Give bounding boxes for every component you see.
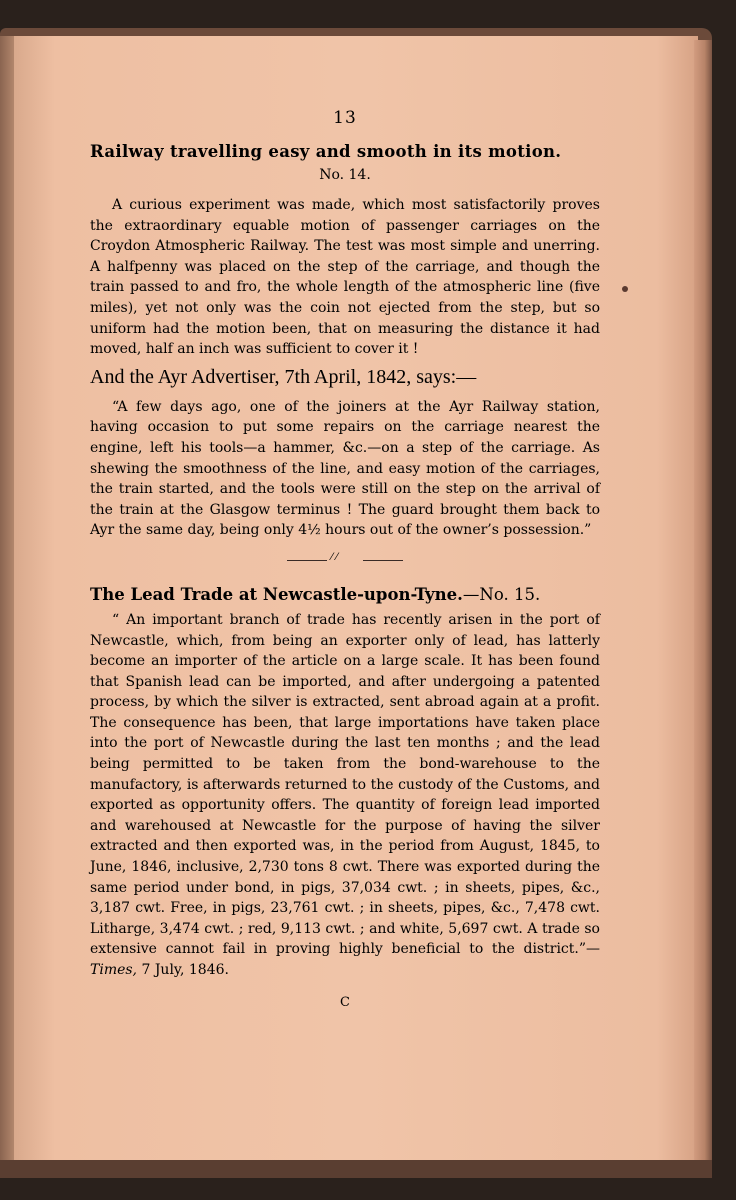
paper-spot [622, 286, 628, 292]
section-heading-lead-trade [90, 585, 600, 604]
citation-date: 7 July, 1846. [137, 962, 229, 978]
section-number-15: —No. 15. [462, 584, 541, 604]
paragraph-railway: A curious experiment was made, which most satisfactorily proves the extraordinary equable motion of passenger carriages on the Croydon Atmospheric Railway. The test was most simple and unerring. A halfpenny was placed on the step of the carriage, and though the train passed to and fro, the whole length of the atmospheric line (five miles), yet not only was the coin not ejected from the step, but so uniform had the motion been, that on measuring the distance it had moved, half an inch was sufficient to cover it ! [90, 197, 600, 358]
page-edge [694, 40, 712, 1165]
section-title-ayr: And the Ayr Advertiser, 7th April, 1842, says:— [90, 365, 477, 388]
quote-ayr: “A few days ago, one of the joiners at the Ayr Railway station, having occasion to put some repairs on the carriage nearest the engine, left his tools—a hammer, &c.—on a step of the carriage. As shewing the smoothness of the line, and easy motion of the carriages, the train started, and the tools were still on the step on the arrival of the train at the Glasgow terminus ! The guard brought them back to Ayr the same day, being only 4½ hours out of the owner’s possession.” [90, 398, 600, 539]
section-title-railway: Railway travelling easy and smooth in its motion. [90, 142, 562, 161]
paragraph-lead-trade-body: “ An important branch of trade has recently arisen in the port of Newcastle, which, from being an exporter only of lead, has latterly become an importer of the article on a large scale. It has been found that Spanish lead can be imported, and after undergoing a patented process, by which the silver is extracted, sent abroad again at a profit. The consequence has been, that large importations have taken place into the port of Newcastle during the last ten months ; and the lead being permitted to be taken from the bond-warehouse to the manufactory, is afterwards returned to the custody of the Customs, and exported as opportunity offers. The quantity of foreign lead imported and warehoused at Newcastle for the purpose of having the silver extracted and then exported was, in the period from August, 1845, to June, 1846, inclusive, 2,730 tons 8 cwt. There was exported during the same period under bond, in pigs, 37,034 cwt. ; in sheets, pipes, &c., 3,187 cwt. Free, in pigs, 23,761 cwt. ; in sheets, pipes, &c., 7,478 cwt. Litharge, 3,474 cwt. ; red, 9,113 cwt. ; and white, 5,697 cwt. A trade so extensive cannot fail in proving highly beneficial to the district.”— [90, 611, 600, 958]
page-number: 13 [333, 108, 357, 128]
section-title-lead-trade: The Lead Trade at Newcastle-upon-Tyne. [90, 584, 463, 604]
cover-bottom-edge [0, 1160, 712, 1178]
section-divider: ⁄ ⁄ [287, 555, 403, 565]
signature-mark: C [340, 994, 350, 1010]
paragraph-lead-trade [90, 610, 600, 981]
citation-source: Times, [90, 962, 138, 978]
section-number-14: No. 14. [319, 167, 371, 183]
page-text-block [90, 108, 600, 1010]
